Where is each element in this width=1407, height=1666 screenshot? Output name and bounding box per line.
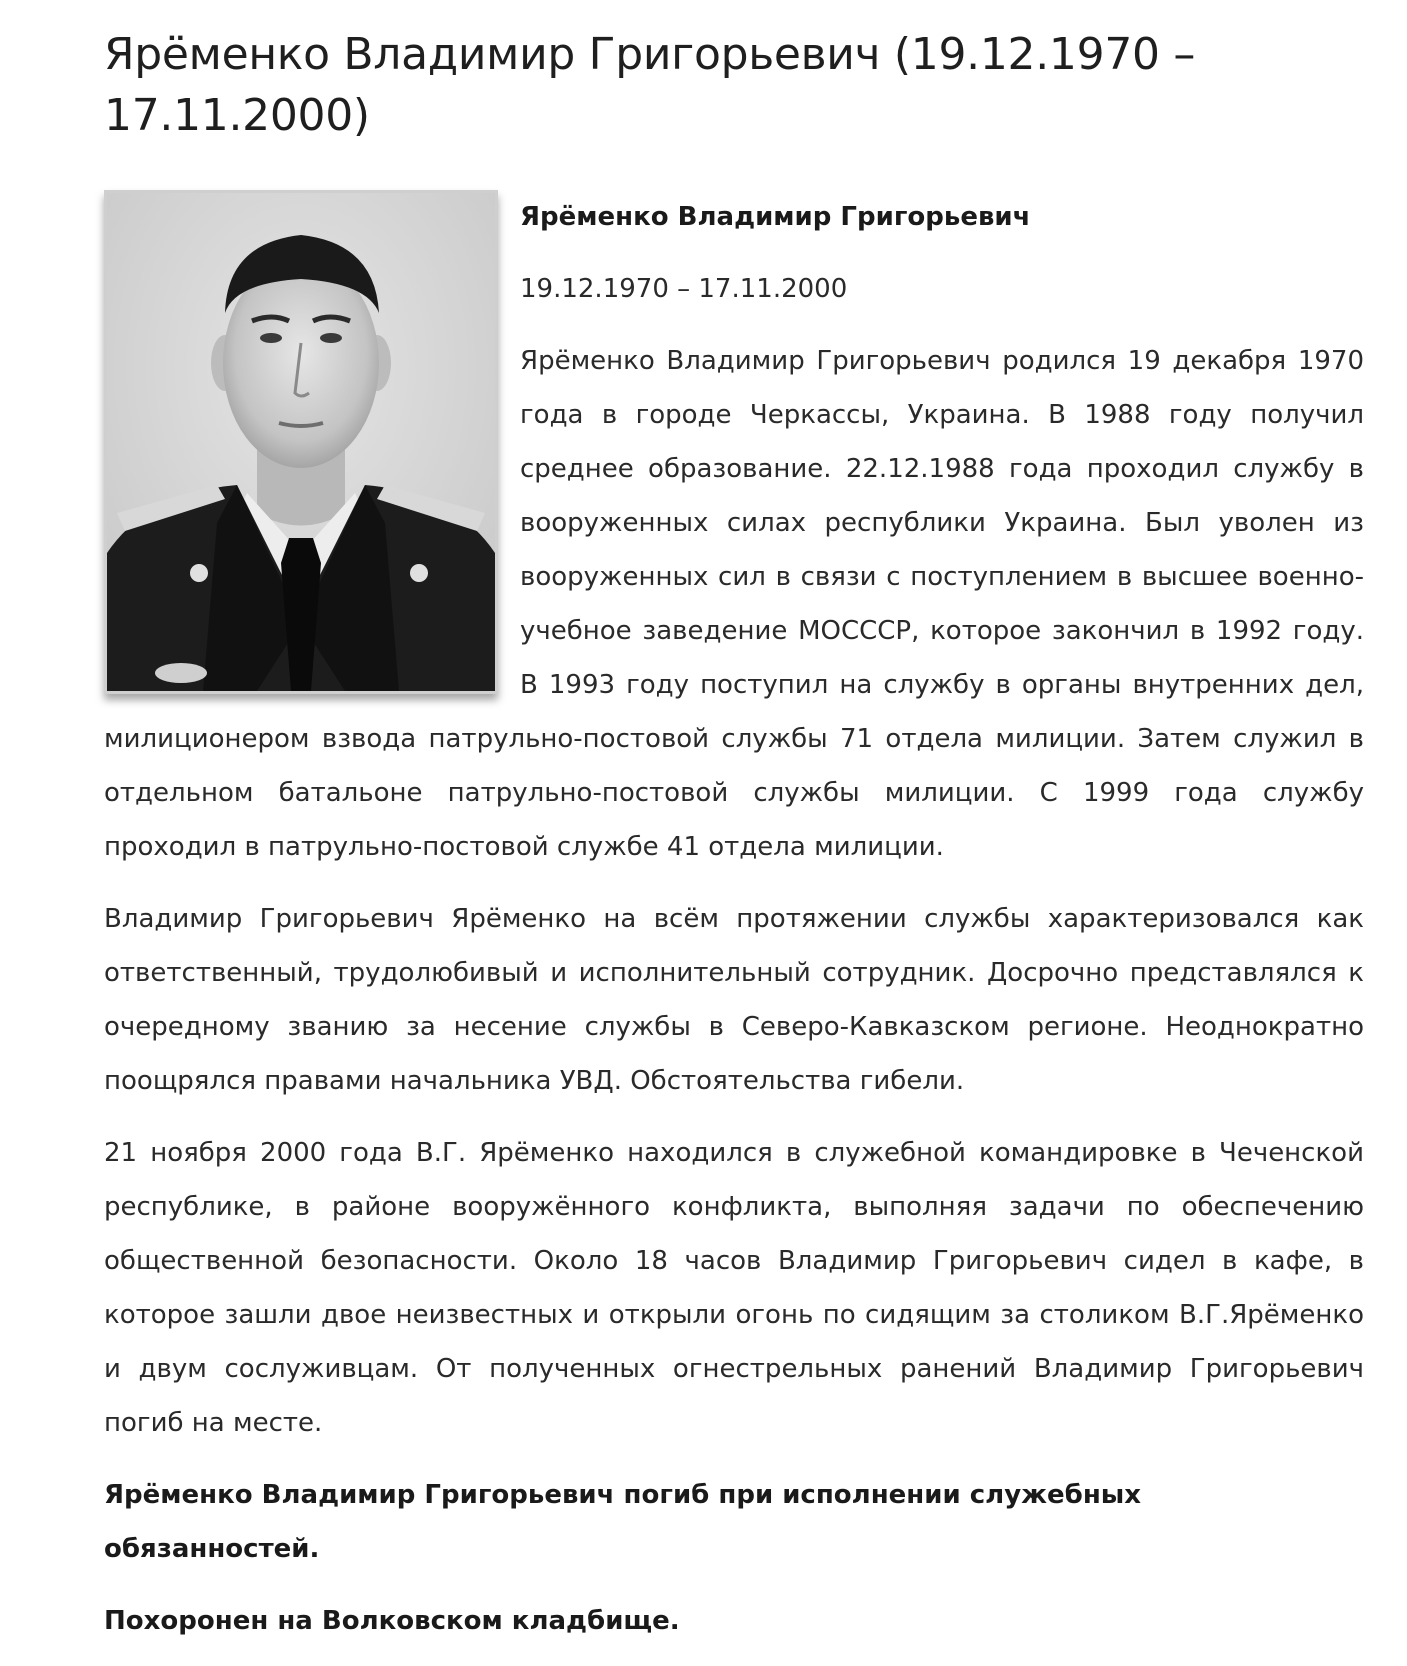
biography-paragraph: Ярёменко Владимир Григорьевич родился 19 декабря 1970 года в городе Черкассы, Украина. В 1988 году получил среднее образование. 22.12.1988 года проходил службу в вооруженных силах республики Украина. Был уволен из вооруженных сил в связи с поступлением в высшее военно-учебное заведение МОСССР, которое закончил в 1992 году. В 1993 году поступил на службу в органы внутренних дел, милиционером взвода патрульно-постовой службы 71 отдела милиции. Затем служил в отдельном батальоне патрульно-постовой службы милиции. С 1999 года службу проходил в патрульно-постовой службе 41 отдела милиции. xyxy=(104,346,1364,862)
portrait-photo xyxy=(104,190,498,694)
service-paragraph: Владимир Григорьевич Ярёменко на всём протяжении службы характеризовался как ответственный, трудолюбивый и исполнительный сотрудник. Досрочно представлялся к очередному званию за несение службы в Северо-Кавказском регионе. Неоднократно поощрялся правами начальника УВД. Обстоятельства гибели. xyxy=(104,904,1364,1096)
person-name: Ярёменко Владимир Григорьевич xyxy=(520,202,1031,232)
page-title: Ярёменко Владимир Григорьевич (19.12.1970 – 17.11.2000) xyxy=(104,29,1196,141)
life-dates: 19.12.1970 – 17.11.2000 xyxy=(520,274,848,304)
death-circumstances-paragraph: 21 ноября 2000 года В.Г. Ярёменко находился в служебной командировке в Чеченской республике, в районе вооружённого конфликта, выполняя задачи по обеспечению общественной безопасности. Около 18 часов Владимир Григорьевич сидел в кафе, в которое зашли двое неизвестных и открыли огонь по сидящим за столиком В.Г.Ярёменко и двум сослуживцам. От полученных огнестрельных ранений Владимир Григорьевич погиб на месте. xyxy=(104,1138,1364,1438)
article-body xyxy=(104,190,1364,1648)
portrait-photo-image xyxy=(107,193,495,691)
died-on-duty-statement: Ярёменко Владимир Григорьевич погиб при исполнении служебных обязанностей. xyxy=(104,1480,1142,1564)
burial-statement: Похоронен на Волковском кладбище. xyxy=(104,1606,680,1636)
article-page xyxy=(104,0,1364,1666)
